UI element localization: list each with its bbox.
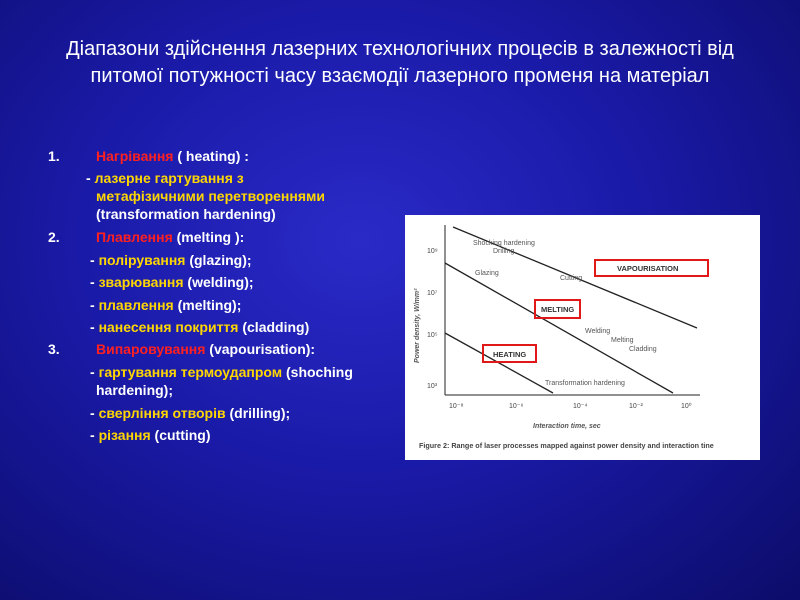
item-number: 3. [48,341,60,357]
region-label-cladding: Cladding [629,346,657,353]
subitem-keyword: зварювання [98,274,184,290]
item-text: (vapourisation): [205,341,316,357]
region-label-drilling: Drilling [493,248,515,255]
subitem-keyword: метафізичними перетвореннями [96,188,325,204]
list-subitem: - зварювання (welding); [90,274,254,290]
list-subitem [96,381,173,399]
item-text: ( heating) : [173,148,249,164]
list-subitem: - лазерне гартування з [86,170,244,186]
item-text: (melting ): [172,229,245,245]
list-item-heating [48,147,249,165]
subitem-keyword: нанесення покриття [98,319,239,335]
item-keyword: Випаровування [96,341,206,357]
list-item-melting [48,228,244,246]
subitem-keyword: гартування термоудапром [98,364,283,380]
list-subitem: - різання (cutting) [90,427,211,443]
list-subitem: - полірування (glazing); [90,252,252,268]
y-axis-label: Power density, W/mm² [414,288,421,363]
list-subitem: - плавлення (melting); [90,297,242,313]
figure-caption: Figure 2: Range of laser processes mapped against power density and interaction tine [419,441,714,450]
region-label-welding: Welding [585,328,611,335]
region-label-melting: Melting [611,337,634,344]
y-tick-label: 10⁷ [427,290,438,297]
item-keyword: Плавлення [96,229,173,245]
region-label-shocking: Shocking hardening [473,240,535,247]
list-subitem [96,205,276,223]
x-tick-label: 10⁻⁸ [449,403,464,410]
x-tick-label: 10⁻⁴ [573,403,588,410]
heating-box-label: HEATING [493,350,527,359]
list-item-vapourisation [48,340,315,358]
x-tick-label: 10⁻⁶ [509,403,524,410]
y-tick-label: 10⁹ [427,248,438,255]
subitem-text: (transformation hardening) [96,206,276,222]
region-label-transformation: Transformation hardening [545,380,625,387]
x-axis-label: Interaction time, sec [533,423,601,430]
process-map-diagram [405,215,760,460]
process-map-figure [405,215,760,460]
item-number: 1. [48,148,60,164]
middle-boundary-line [445,263,673,393]
list-subitem: - нанесення покриття (cladding) [90,319,310,335]
region-label-glazing: Glazing [475,270,499,277]
subitem-text: hardening); [96,382,173,398]
list-subitem [96,187,325,205]
x-tick-label: 10⁰ [681,403,692,410]
subitem-keyword: різання [98,427,151,443]
y-tick-label: 10³ [427,383,438,390]
slide-title: Діапазони здійснення лазерних технологічних процесів в залежності від питомої потужності часу взаємодії лазерного променя на матеріал [66,38,734,87]
subitem-keyword: сверління отворів [98,405,226,421]
item-number: 2. [48,229,60,245]
vapourisation-box-label: VAPOURISATION [617,264,679,273]
list-subitem: - сверління отворів (drilling); [90,405,291,421]
y-tick-label: 10⁵ [427,332,438,339]
x-tick-label: 10⁻² [629,403,643,410]
subitem-keyword: плавлення [98,297,174,313]
subitem-keyword: полірування [98,252,186,268]
melting-box-label: MELTING [541,305,575,314]
region-label-cutting: Cutting [560,275,583,282]
subitem-keyword: лазерне гартування з [94,170,244,186]
list-subitem: - гартування термоудапром (shoching [90,364,353,380]
item-keyword: Нагрівання [96,148,174,164]
